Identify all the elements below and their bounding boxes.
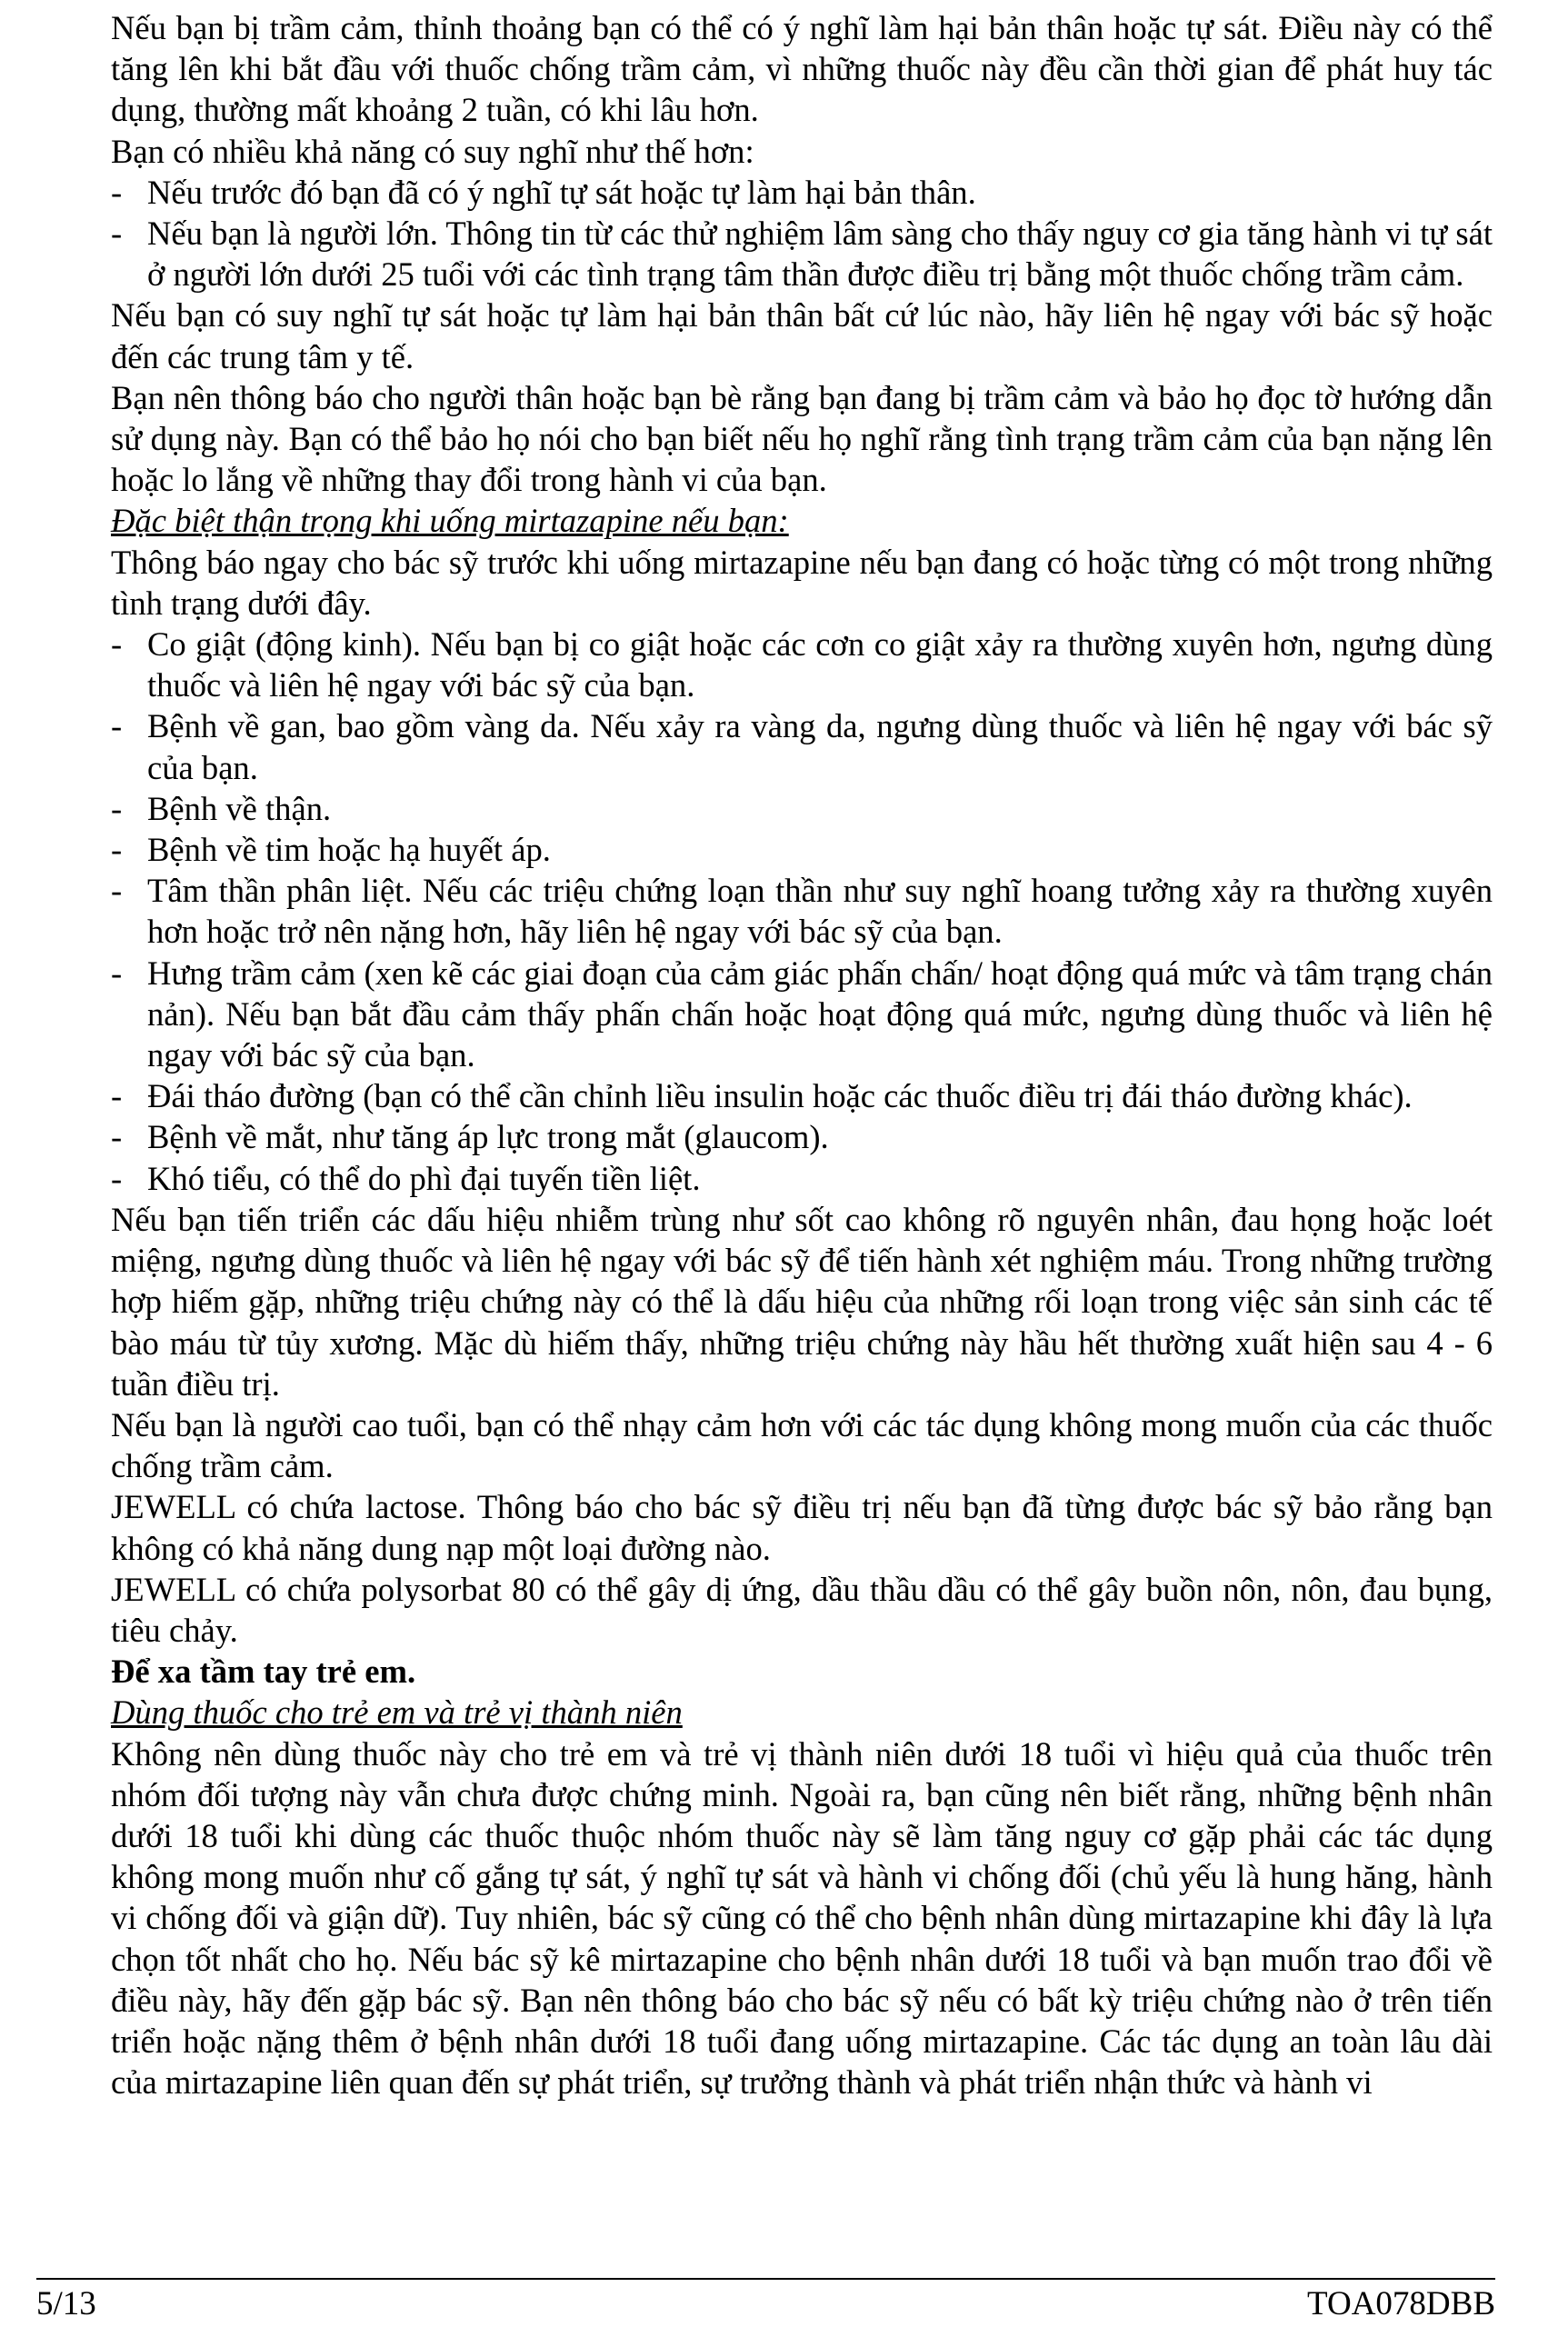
section-heading-bold: Để xa tầm tay trẻ em. — [111, 1653, 416, 1691]
list-item: - Tâm thần phân liệt. Nếu các triệu chứng loạn thần như suy nghĩ hoang tưởng xảy ra thường xuyên hơn hoặc trở nên nặng hơn, hãy liên hệ ngay với bác sỹ của bạn. — [111, 870, 1493, 952]
list-marker: - — [111, 1118, 123, 1156]
paragraph: Không nên dùng thuốc này cho trẻ em và trẻ vị thành niên dưới 18 tuổi vì hiệu quả của thuốc trên nhóm đối tượng này vẫn chưa được chứng minh. Ngoài ra, bạn cũng nên biết rằng, những bệnh nhân dưới 18 tuổi khi dùng các thuốc thuộc nhóm thuốc này sẽ làm tăng nguy cơ gặp phải các tác dụng không mong muốn như cố gắng tự sát, ý nghĩ tự sát và hành vi chống đối (chủ yếu là hung hăng, hành vi chống đối và giận dữ). Tuy nhiên, bác sỹ cũng có thể cho bệnh nhân dùng mirtazapine khi đây là lựa chọn tốt nhất cho họ. Nếu bác sỹ kê mirtazapine cho bệnh nhân dưới 18 tuổi và bạn muốn trao đổi về điều này, hãy đến gặp bác sỹ. Bạn nên thông báo cho bác sỹ nếu có bất kỳ triệu chứng nào ở trên tiến triển hoặc nặng thêm ở bệnh nhân dưới 18 tuổi đang uống mirtazapine. Các tác dụng an toàn lâu dài của mirtazapine liên quan đến sự phát triển, sự trưởng thành và phát triển nhận thức và hành vi — [111, 1734, 1493, 2102]
footer-divider — [36, 2278, 1495, 2280]
list-item: - Bệnh về mắt, như tăng áp lực trong mắt (glaucom). — [111, 1116, 1493, 1157]
list-marker: - — [111, 707, 123, 745]
document-code: TOA078DBB — [1307, 2285, 1495, 2322]
document-body — [111, 7, 1493, 2102]
list-marker: - — [111, 954, 123, 992]
paragraph: Thông báo ngay cho bác sỹ trước khi uống mirtazapine nếu bạn đang có hoặc từng có một trong những tình trạng dưới đây. — [111, 543, 1493, 622]
page-footer — [36, 2284, 1495, 2324]
list-item: - Bệnh về thận. — [111, 788, 1493, 829]
list-item: - Khó tiểu, có thể do phì đại tuyến tiền liệt. — [111, 1158, 1493, 1199]
paragraph: Nếu bạn bị trầm cảm, thỉnh thoảng bạn có thể có ý nghĩ làm hại bản thân hoặc tự sát. Điều này có thể tăng lên khi bắt đầu với thuốc chống trầm cảm, vì những thuốc này đều cần thời gian để phát huy tác dụng, thường mất khoảng 2 tuần, có khi lâu hơn. — [111, 9, 1493, 129]
paragraph: Nếu bạn có suy nghĩ tự sát hoặc tự làm hại bản thân bất cứ lúc nào, hãy liên hệ ngay với bác sỹ hoặc đến các trung tâm y tế. — [111, 296, 1493, 375]
list-item: - Bệnh về tim hoặc hạ huyết áp. — [111, 829, 1493, 870]
list-item: - Hưng trầm cảm (xen kẽ các giai đoạn của cảm giác phấn chấn/ hoạt động quá mức và tâm trạng chán nản). Nếu bạn bắt đầu cảm thấy phấn chấn hoặc hoạt động quá mức, ngưng dùng thuốc và liên hệ ngay với bác sỹ của bạn. — [111, 953, 1493, 1076]
list-item: - Đái tháo đường (bạn có thể cần chỉnh liều insulin hoặc các thuốc điều trị đái tháo đường khác). — [111, 1075, 1493, 1116]
paragraph: Nếu bạn tiến triển các dấu hiệu nhiễm trùng như sốt cao không rõ nguyên nhân, đau họng hoặc loét miệng, ngưng dùng thuốc và liên hệ ngay với bác sỹ để tiến hành xét nghiệm máu. Trong những trường hợp hiếm gặp, những triệu chứng này có thể là dấu hiệu của những rối loạn trong việc sản sinh các tế bào máu từ tủy xương. Mặc dù hiếm thấy, những triệu chứng này hầu hết thường xuất hiện sau 4 - 6 tuần điều trị. — [111, 1200, 1493, 1403]
paragraph: Bạn có nhiều khả năng có suy nghĩ như thế hơn: — [111, 132, 754, 170]
list-item: - Co giật (động kinh). Nếu bạn bị co giật hoặc các cơn co giật xảy ra thường xuyên hơn, ngưng dùng thuốc và liên hệ ngay với bác sỹ của bạn. — [111, 624, 1493, 705]
section-heading: Dùng thuốc cho trẻ em và trẻ vị thành niên — [111, 1693, 683, 1732]
list-marker: - — [111, 789, 123, 827]
paragraph: JEWELL có chứa polysorbat 80 có thể gây dị ứng, dầu thầu dầu có thể gây buồn nôn, nôn, đau bụng, tiêu chảy. — [111, 1570, 1493, 1649]
list-marker: - — [111, 1159, 123, 1197]
list-marker: - — [111, 625, 123, 664]
list-marker: - — [111, 831, 123, 869]
list-marker: - — [111, 872, 123, 910]
section-heading: Đặc biệt thận trọng khi uống mirtazapine nếu bạn: — [111, 502, 789, 540]
list-item: - Nếu trước đó bạn đã có ý nghĩ tự sát hoặc tự làm hại bản thân. — [111, 172, 1493, 213]
list-marker: - — [111, 1077, 123, 1115]
paragraph: JEWELL có chứa lactose. Thông báo cho bác sỹ điều trị nếu bạn đã từng được bác sỹ bảo rằng bạn không có khả năng dung nạp một loại đường nào. — [111, 1488, 1493, 1567]
paragraph: Bạn nên thông báo cho người thân hoặc bạn bè rằng bạn đang bị trầm cảm và bảo họ đọc tờ hướng dẫn sử dụng này. Bạn có thể bảo họ nói cho bạn biết nếu họ nghĩ rằng tình trạng trầm cảm của bạn nặng lên hoặc lo lắng về những thay đổi trong hành vi của bạn. — [111, 378, 1493, 499]
list-marker: - — [111, 173, 123, 211]
list-marker: - — [111, 215, 123, 253]
paragraph: Nếu bạn là người cao tuổi, bạn có thể nhạy cảm hơn với các tác dụng không mong muốn của các thuốc chống trầm cảm. — [111, 1405, 1493, 1485]
list-item: - Bệnh về gan, bao gồm vàng da. Nếu xảy ra vàng da, ngưng dùng thuốc và liên hệ ngay với bác sỹ của bạn. — [111, 705, 1493, 787]
list-item: - Nếu bạn là người lớn. Thông tin từ các thử nghiệm lâm sàng cho thấy nguy cơ gia tăng hành vi tự sát ở người lớn dưới 25 tuổi với các tình trạng tâm thần được điều trị bằng một thuốc chống trầm cảm. — [111, 213, 1493, 295]
page-number: 5/13 — [36, 2285, 96, 2322]
